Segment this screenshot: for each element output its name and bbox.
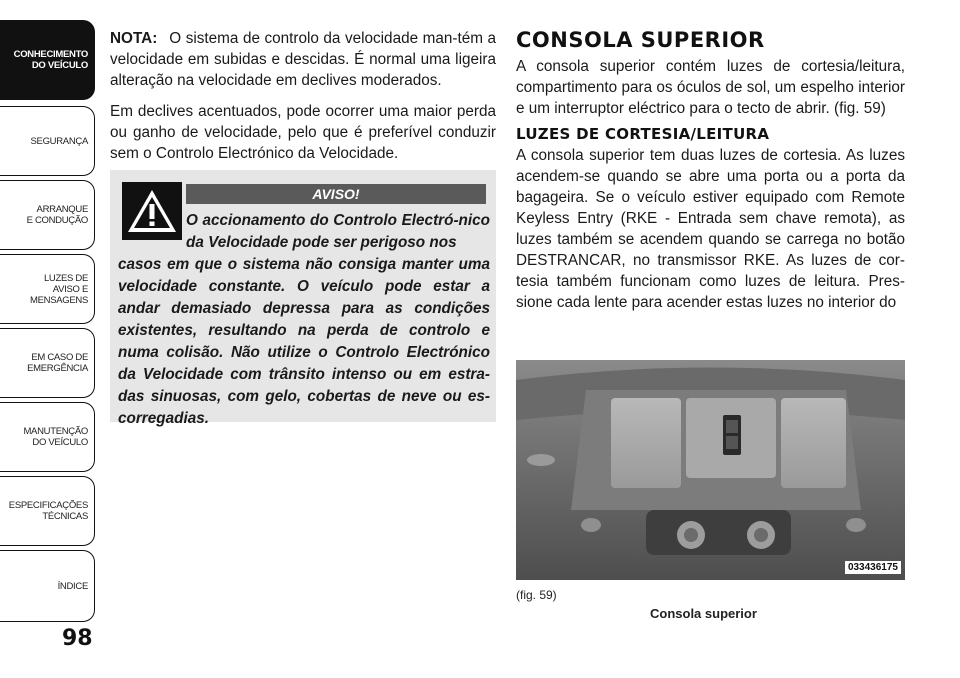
chapter-tabs bbox=[0, 0, 97, 640]
figure-caption: Consola superior bbox=[650, 606, 757, 621]
tab-luzes-de-aviso[interactable]: LUZES DE AVISO E MENSAGENS bbox=[0, 254, 95, 324]
figure-reference: (fig. 59) bbox=[516, 588, 557, 602]
section-heading: CONSOLA SUPERIOR bbox=[516, 28, 765, 52]
warning-box bbox=[110, 170, 496, 427]
tab-manutencao-do-veiculo[interactable]: MANUTENÇÃO DO VEÍCULO bbox=[0, 402, 95, 472]
note-label: NOTA: bbox=[110, 30, 158, 47]
intro-paragraph: A consola superior contém luzes de cortesia/leitura, compartimento para os óculos de sol, um espelho interior e um interruptor eléctrico para o tecto de abrir. (fig. 59) bbox=[516, 58, 905, 117]
paragraph-declives: Em declives acentuados, pode ocorrer uma maior perda ou ganho de velocidade, pelo que é preferível conduzir sem o Controlo Electrónico da Velocidade. bbox=[110, 103, 496, 162]
tab-conhecimento-do-veiculo[interactable]: CONHECIMENTO DO VEÍCULO bbox=[0, 20, 95, 100]
overhead-console-photo bbox=[516, 360, 905, 580]
body-paragraph: A consola superior tem duas luzes de cortesia. As luzes acendem-se quando se abre uma porta ou a porta da bagageira. Se o veículo estiver equipado com Remote Keyless Entry (RKE - Entrada sem chave remota), as luzes também se acendem quando se carrega no botão DESTRANCAR, no transmissor RKE. As luzes de cor-tesia também funcionam como luzes de leitura. Pres-sione cada lente para acender estas luzes no interior do bbox=[516, 147, 905, 311]
subsection-heading: LUZES DE CORTESIA/LEITURA bbox=[516, 125, 770, 143]
tab-seguranca[interactable]: SEGURANÇA bbox=[0, 106, 95, 176]
tab-em-caso-de-emergencia[interactable]: EM CASO DE EMERGÊNCIA bbox=[0, 328, 95, 398]
tab-especificacoes-tecnicas[interactable]: ESPECIFICAÇÕES TÉCNICAS bbox=[0, 476, 95, 546]
left-column bbox=[110, 28, 496, 174]
note-paragraph bbox=[110, 28, 496, 91]
overhead-console-illustration bbox=[516, 360, 905, 580]
tab-indice[interactable]: ÍNDICE bbox=[0, 550, 95, 622]
warning-title: AVISO! bbox=[186, 184, 486, 204]
right-column bbox=[516, 28, 905, 313]
warning-text bbox=[118, 210, 490, 430]
warning-text-rest: casos em que o sistema não consiga manter uma velocidade constante. O veículo pode estar a andar demasiado depressa para as condições existentes, resultando na perda de controlo e numa colisão. Não utilize o Controlo Electrónico da Velocidade com trânsito intenso ou em estra-das sinuosas, com gelo, cobertas de neve ou es-corregadias. bbox=[118, 256, 490, 427]
photo-code-label: 033436175 bbox=[845, 561, 901, 574]
note-text: O sistema de controlo da velocidade man-tém a velocidade em subidas e descidas. É normal uma ligeira alteração na velocidade em declives moderados. bbox=[110, 30, 496, 89]
page-number: 98 bbox=[62, 626, 93, 651]
warning-text-first: O accionamento do Controlo Electró-nico da Velocidade pode ser perigoso nos bbox=[186, 212, 490, 251]
tab-arranque-e-conducao[interactable]: ARRANQUE E CONDUÇÃO bbox=[0, 180, 95, 250]
